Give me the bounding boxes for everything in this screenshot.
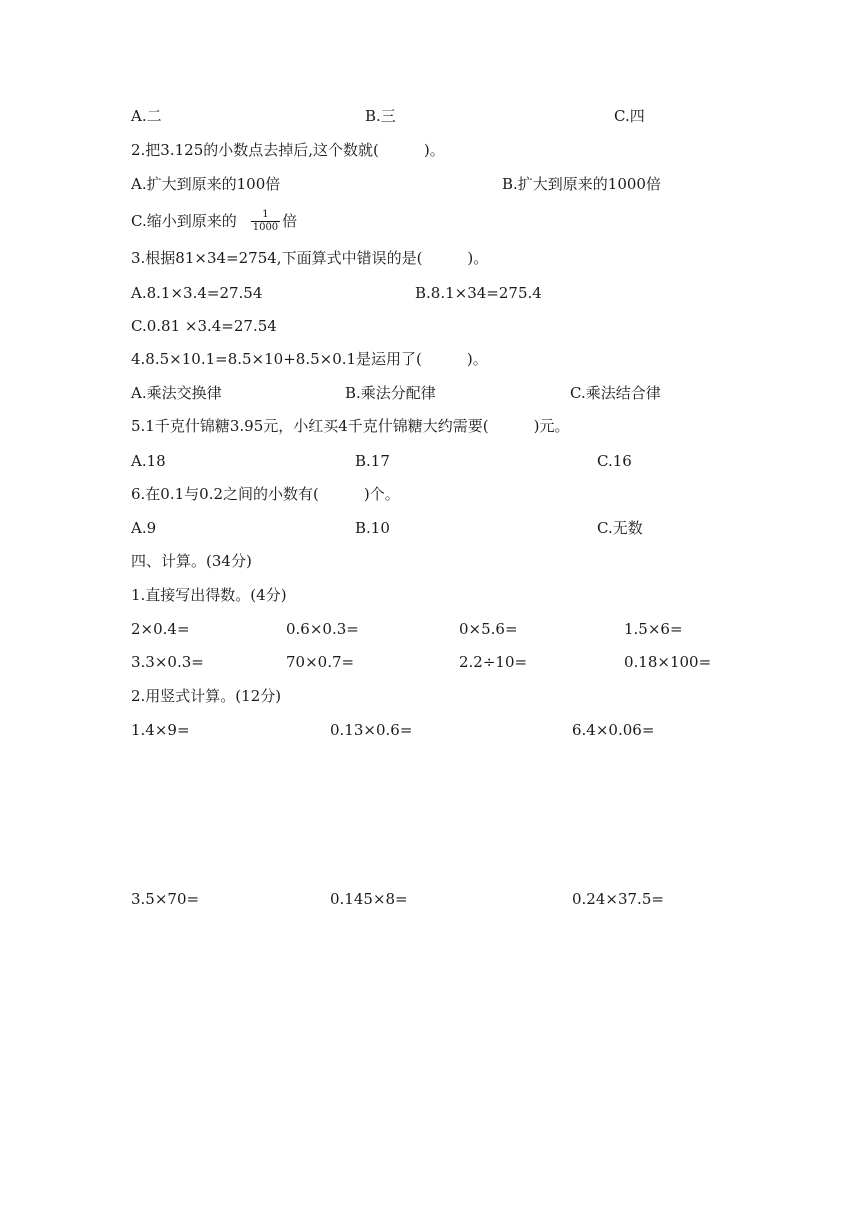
fraction-denominator: 1000	[252, 221, 279, 233]
q6-stem-row	[0, 482, 860, 506]
q1-option-c: C.四	[614, 107, 645, 125]
part-1-title: 1.直接写出得数。(4分)	[131, 586, 287, 604]
q2-option-c-suffix: 倍	[282, 212, 298, 230]
q2-stem: 2.把3.125的小数点去掉后,这个数就( )。	[131, 141, 445, 159]
vertical-calc-item: 3.5×70=	[131, 890, 200, 908]
q2-option-c-prefix: C.缩小到原来的	[131, 212, 237, 230]
vertical-calc-item: 0.145×8=	[330, 890, 408, 908]
vertical-calc-item: 0.24×37.5=	[572, 890, 664, 908]
mental-math-item: 0.6×0.3=	[286, 620, 359, 638]
mental-math-item: 1.5×6=	[624, 620, 683, 638]
q6-option-a: A.9	[131, 519, 157, 537]
q3-option-b: B.8.1×34=275.4	[415, 284, 542, 302]
mental-math-item: 0×5.6=	[459, 620, 518, 638]
section-4-title-row	[0, 549, 860, 573]
q6-options-row	[0, 516, 860, 540]
part-1-title-row	[0, 583, 860, 607]
q3-stem-row	[0, 246, 860, 270]
q5-options-row	[0, 449, 860, 473]
mental-math-row-1	[0, 617, 860, 641]
vertical-calc-item: 0.13×0.6=	[330, 721, 413, 739]
part-2-title: 2.用竖式计算。(12分)	[131, 687, 282, 705]
vertical-calc-item: 1.4×9=	[131, 721, 190, 739]
fraction-one-thousandth	[251, 209, 280, 234]
q3-option-a: A.8.1×3.4=27.54	[131, 284, 263, 302]
q4-option-a: A.乘法交换律	[131, 384, 222, 402]
vertical-calc-item: 6.4×0.06=	[572, 721, 655, 739]
mental-math-item: 2×0.4=	[131, 620, 190, 638]
q4-options-row	[0, 381, 860, 405]
vertical-calc-row-1	[0, 718, 860, 742]
vertical-calc-row-2	[0, 887, 860, 911]
q2-stem-row	[0, 138, 860, 162]
q1-option-b: B.三	[365, 107, 396, 125]
fraction-numerator: 1	[262, 208, 269, 220]
mental-math-item: 3.3×0.3=	[131, 653, 204, 671]
q3-options-row-1	[0, 281, 860, 305]
q6-stem: 6.在0.1与0.2之间的小数有( )个。	[131, 485, 400, 503]
q4-stem: 4.8.5×10.1=8.5×10+8.5×0.1是运用了( )。	[131, 350, 488, 368]
part-2-title-row	[0, 684, 860, 708]
q5-option-b: B.17	[355, 452, 390, 470]
q5-option-c: C.16	[597, 452, 632, 470]
q3-options-row-2	[0, 314, 860, 338]
q2-options-row-2	[0, 209, 860, 233]
q5-option-a: A.18	[131, 452, 166, 470]
q3-stem: 3.根据81×34=2754,下面算式中错误的是( )。	[131, 249, 489, 267]
q2-option-a: A.扩大到原来的100倍	[131, 175, 281, 193]
q5-stem: 5.1千克什锦糖3.95元，小红买4千克什锦糖大约需要( )元。	[131, 417, 570, 435]
q2-options-row-1	[0, 172, 860, 196]
section-4-title: 四、计算。(34分)	[131, 552, 252, 570]
mental-math-item: 0.18×100=	[624, 653, 712, 671]
q6-option-b: B.10	[355, 519, 390, 537]
mental-math-item: 2.2÷10=	[459, 653, 528, 671]
q3-option-c: C.0.81 ×3.4=27.54	[131, 317, 277, 335]
q1-option-a: A.二	[131, 107, 162, 125]
q2-option-c	[131, 209, 297, 235]
mental-math-item: 70×0.7=	[286, 653, 355, 671]
q1-options-row	[0, 104, 860, 128]
q4-option-c: C.乘法结合律	[570, 384, 661, 402]
q4-stem-row	[0, 347, 860, 371]
q4-option-b: B.乘法分配律	[345, 384, 436, 402]
q5-stem-row	[0, 414, 860, 438]
q6-option-c: C.无数	[597, 519, 643, 537]
q2-option-b: B.扩大到原来的1000倍	[502, 175, 661, 193]
mental-math-row-2	[0, 650, 860, 674]
